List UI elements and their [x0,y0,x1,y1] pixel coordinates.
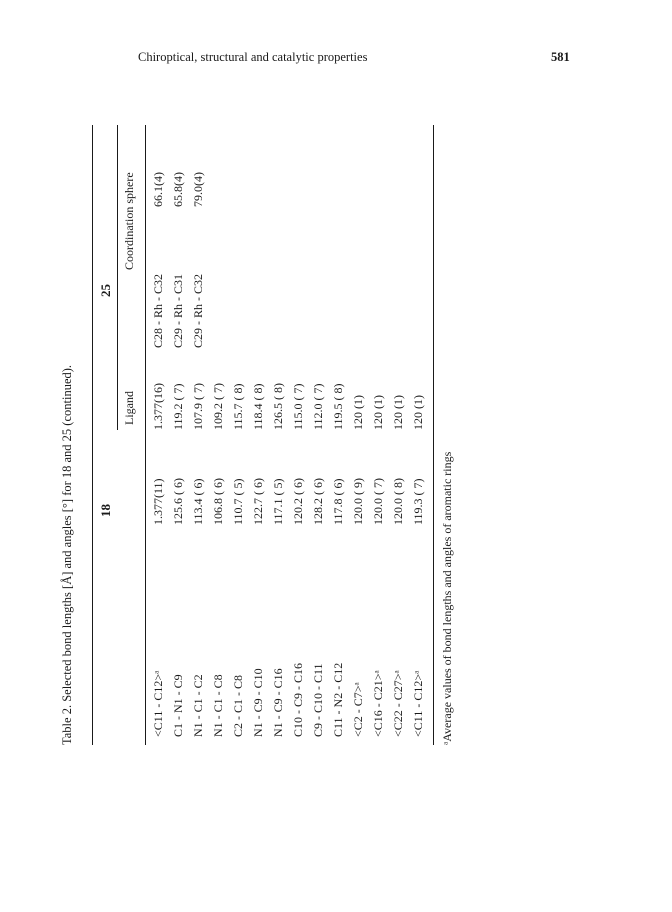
table-row [371,125,389,745]
table-row [311,125,329,745]
ligand-cell: 120 (1) [351,395,365,430]
col-header-18: 18 [98,504,113,517]
atoms-cell: N1 - C1 - C8 [211,674,225,737]
table-row [331,125,349,745]
bottom-rule [433,125,434,745]
table-row [391,125,409,745]
atoms-cell: C9 - C10 - C11 [311,663,325,737]
value-18-cell: 120.0 ( 7) [371,478,385,525]
value-18-cell: 120.0 ( 9) [351,478,365,525]
angle-cell: 79.0(4) [191,172,205,207]
table-row [291,125,309,745]
atoms-cell: N1 - C1 - C2 [191,674,205,737]
ligand-cell: 109.2 ( 7) [211,383,225,430]
table-row [191,125,209,745]
ligand-cell: 118.4 ( 8) [251,383,265,430]
value-18-cell: 122.7 ( 6) [251,478,265,525]
ligand-cell: 120 (1) [371,395,385,430]
table-row [231,125,249,745]
atoms-cell: C1 - N1 - C9 [171,674,185,737]
running-title: Chiroptical, structural and catalytic properties [138,50,368,64]
angle-cell: 65.8(4) [171,172,185,207]
atoms-cell: <C2 - C7>ᵃ [351,682,365,737]
table-row [211,125,229,745]
ligand-cell: 119.5 ( 8) [331,383,345,430]
page-number: 581 [551,50,570,64]
ligand-cell: 115.7 ( 8) [231,383,245,430]
rotated-table [60,125,460,745]
col-header-25: 25 [98,284,113,297]
value-18-cell: 128.2 ( 6) [311,478,325,525]
header-bottom-rule [145,125,146,745]
table-footnote: ᵃAverage values of bond lengths and angles of aromatic rings [440,451,454,745]
table-row [411,125,429,745]
table-row [171,125,189,745]
ligand-cell: 107.9 ( 7) [191,383,205,430]
table-row [271,125,289,745]
value-18-cell: 125.6 ( 6) [171,478,185,525]
value-18-cell: 110.7 ( 5) [231,478,245,525]
angle-cell: 66.1(4) [151,172,165,207]
value-18-cell: 117.8 ( 6) [331,478,345,525]
ligand-cell: 1.377(16) [151,383,165,430]
atoms-cell: N1 - C9 - C16 [271,668,285,737]
header-25-rule [117,125,118,430]
table-row [151,125,169,745]
ligand-cell: 115.0 ( 7) [291,383,305,430]
table-caption: Table 2. Selected bond lengths [Å] and angles [°] for 18 and 25 (continued). [60,364,74,745]
value-18-cell: 120.0 ( 8) [391,478,405,525]
ligand-cell: 126.5 ( 8) [271,383,285,430]
value-18-cell: 106.8 ( 6) [211,478,225,525]
ligand-cell: 119.2 ( 7) [171,383,185,430]
value-18-cell: 1.377(11) [151,478,165,525]
subheader-coordination-sphere: Coordination sphere [122,172,136,270]
coordination-cell: C29 - Rh - C31 [171,273,185,348]
ligand-cell: 120 (1) [411,395,425,430]
value-18-cell: 117.1 ( 5) [271,478,285,525]
value-18-cell: 119.3 ( 7) [411,478,425,525]
atoms-cell: <C11 - C12>ᵃ [151,670,165,737]
value-18-cell: 120.2 ( 6) [291,478,305,525]
atoms-cell: C11 - N2 - C12 [331,662,345,737]
atoms-cell: <C22 - C27>ᵃ [391,670,405,737]
atoms-cell: C10 - C9 - C16 [291,662,305,737]
atoms-cell: <C16 - C21>ᵃ [371,670,385,737]
atoms-cell: C2 - C1 - C8 [231,674,245,737]
table-row [251,125,269,745]
atoms-cell: <C11 - C12>ᵃ [411,670,425,737]
value-18-cell: 113.4 ( 6) [191,478,205,525]
ligand-cell: 120 (1) [391,395,405,430]
coordination-cell: C28 - Rh - C32 [151,273,165,348]
subheader-ligand: Ligand [122,391,136,425]
atoms-cell: N1 - C9 - C10 [251,668,265,737]
coordination-cell: C29 - Rh - C32 [191,273,205,348]
ligand-cell: 112.0 ( 7) [311,383,325,430]
top-rule [92,125,93,745]
table-row [351,125,369,745]
